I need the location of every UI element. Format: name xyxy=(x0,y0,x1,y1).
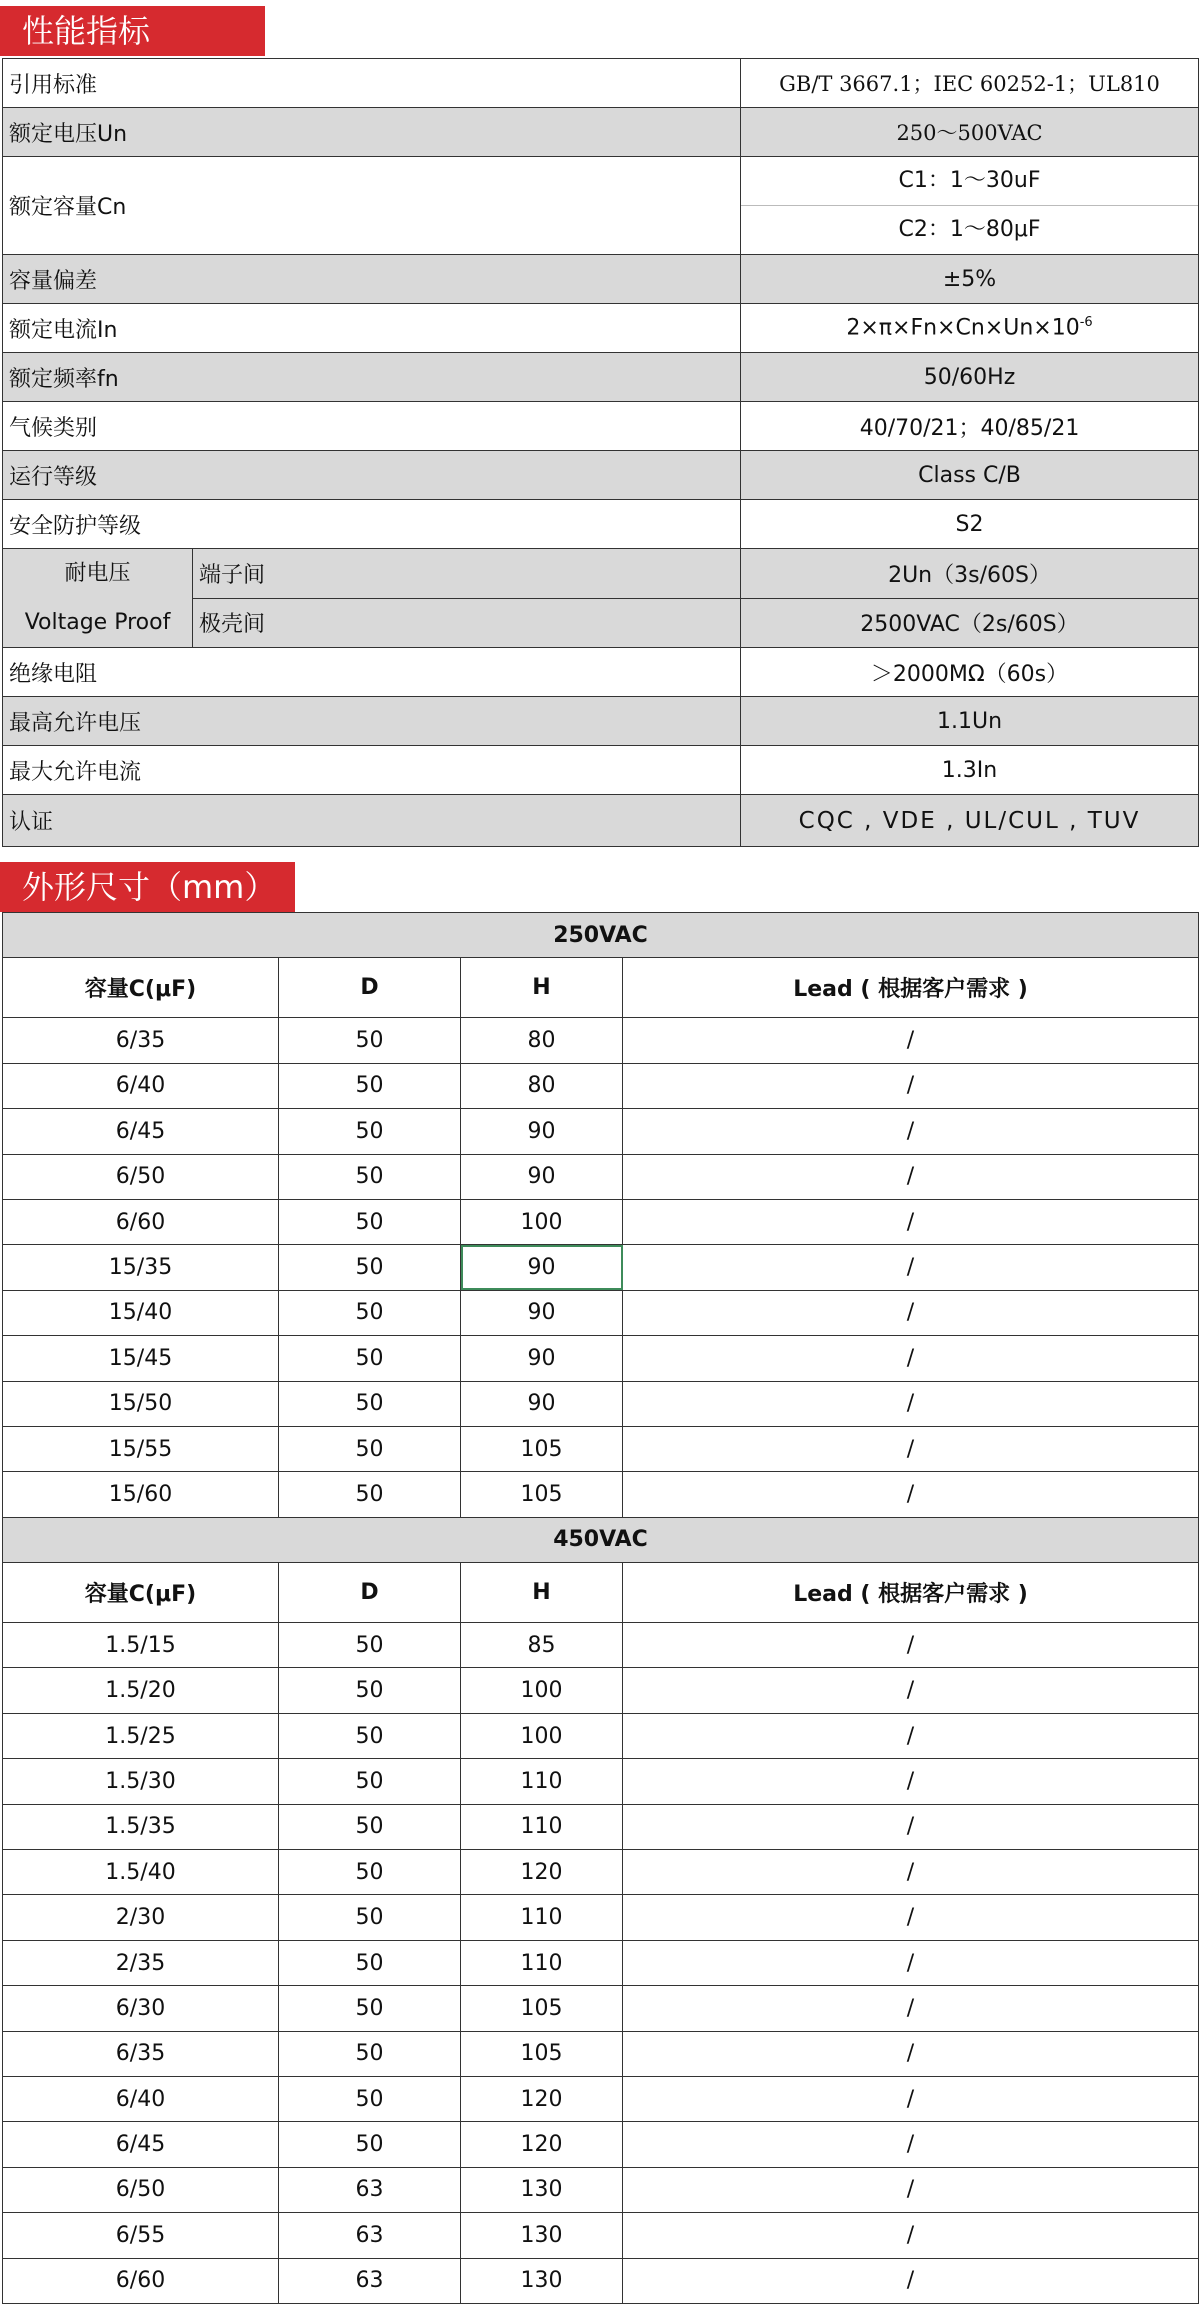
lead-cell[interactable]: / xyxy=(623,1940,1199,1985)
lead-cell[interactable]: / xyxy=(623,2031,1199,2076)
height-cell[interactable]: 120 xyxy=(461,1850,623,1895)
diameter-cell[interactable]: 50 xyxy=(279,2076,461,2121)
spec-label: 额定电压Un xyxy=(3,108,741,157)
spec-value xyxy=(741,304,1199,353)
spec-value: Class C/B xyxy=(741,451,1199,500)
spec-row-class xyxy=(3,451,1199,500)
spec-row-rated-voltage xyxy=(3,108,1199,157)
lead-cell[interactable]: / xyxy=(623,1623,1199,1668)
current-exponent: -6 xyxy=(1079,315,1093,331)
height-cell[interactable]: 80 xyxy=(461,1063,623,1108)
table-row xyxy=(3,2167,1199,2212)
lead-cell[interactable]: / xyxy=(623,1713,1199,1758)
height-cell[interactable]: 130 xyxy=(461,2213,623,2258)
capacitance-header: 容量C(μF) xyxy=(3,958,279,1018)
spec-row-voltage-proof-terminals xyxy=(3,549,1199,599)
spec-value: 250～500VAC xyxy=(741,108,1199,157)
spec-value: 2500VAC（2s/60S） xyxy=(741,598,1199,648)
diameter-cell[interactable]: 50 xyxy=(279,1109,461,1154)
table-row xyxy=(3,1850,1199,1895)
capacitance-cell[interactable]: 15/45 xyxy=(3,1336,279,1381)
table-row xyxy=(3,2031,1199,2076)
height-cell[interactable]: 90 xyxy=(461,1154,623,1199)
table-row xyxy=(3,2122,1199,2167)
diameter-cell[interactable]: 50 xyxy=(279,1668,461,1713)
spec-row-frequency xyxy=(3,353,1199,402)
spec-value: 2Un（3s/60S） xyxy=(741,549,1199,599)
capacitance-cell[interactable]: 6/35 xyxy=(3,2031,279,2076)
table-row xyxy=(3,1154,1199,1199)
spec-sublabel: 端子间 xyxy=(193,549,741,599)
height-cell[interactable]: 110 xyxy=(461,1759,623,1804)
spec-row-rated-capacitance xyxy=(3,157,1199,255)
voltage-section-row xyxy=(3,1517,1199,1562)
capacitance-cell[interactable]: 1.5/25 xyxy=(3,1713,279,1758)
spec-label: 最高允许电压 xyxy=(3,697,741,746)
voltage-proof-en: Voltage Proof xyxy=(24,610,171,635)
table-row xyxy=(3,1895,1199,1940)
diameter-cell[interactable]: 63 xyxy=(279,2213,461,2258)
height-header: H xyxy=(461,1563,623,1623)
height-cell[interactable]: 100 xyxy=(461,1713,623,1758)
lead-cell[interactable]: / xyxy=(623,1426,1199,1471)
lead-cell[interactable]: / xyxy=(623,1759,1199,1804)
lead-cell[interactable]: / xyxy=(623,2258,1199,2303)
spec-row-insulation xyxy=(3,648,1199,697)
capacitance-cell[interactable]: 6/55 xyxy=(3,2213,279,2258)
spec-label: 容量偏差 xyxy=(3,255,741,304)
lead-cell[interactable]: / xyxy=(623,1804,1199,1849)
spec-row-standard xyxy=(3,59,1199,108)
table-row xyxy=(3,1426,1199,1471)
capacitance-cell[interactable]: 1.5/15 xyxy=(3,1623,279,1668)
spec-value: ＞2000MΩ（60s） xyxy=(741,648,1199,697)
lead-cell[interactable]: / xyxy=(623,1063,1199,1108)
table-row xyxy=(3,1336,1199,1381)
diameter-cell[interactable]: 50 xyxy=(279,1895,461,1940)
lead-header: Lead ( 根据客户需求 ) xyxy=(623,1563,1199,1623)
capacitance-cell[interactable]: 6/60 xyxy=(3,1199,279,1244)
diameter-header: D xyxy=(279,1563,461,1623)
height-cell[interactable]: 105 xyxy=(461,1472,623,1517)
height-cell[interactable]: 90 xyxy=(461,1245,623,1290)
height-cell[interactable]: 130 xyxy=(461,2167,623,2212)
lead-cell[interactable]: / xyxy=(623,1154,1199,1199)
table-row xyxy=(3,1713,1199,1758)
spec-label: 气候类别 xyxy=(3,402,741,451)
diameter-cell[interactable]: 50 xyxy=(279,1063,461,1108)
lead-cell[interactable]: / xyxy=(623,1290,1199,1335)
diameter-cell[interactable]: 50 xyxy=(279,1472,461,1517)
diameter-cell[interactable]: 50 xyxy=(279,1623,461,1668)
column-header-row xyxy=(3,958,1199,1018)
current-formula: 2×π×Fn×Cn×Un×10 xyxy=(846,315,1080,341)
spec-value: CQC , VDE , UL/CUL , TUV xyxy=(741,795,1199,847)
diameter-cell[interactable]: 50 xyxy=(279,1940,461,1985)
capacitance-cell[interactable]: 15/50 xyxy=(3,1381,279,1426)
spec-label: 认证 xyxy=(3,795,741,847)
spec-label: 安全防护等级 xyxy=(3,500,741,549)
diameter-cell[interactable]: 50 xyxy=(279,1426,461,1471)
table-row xyxy=(3,1804,1199,1849)
spec-row-max-voltage xyxy=(3,697,1199,746)
height-cell[interactable]: 100 xyxy=(461,1199,623,1244)
diameter-cell[interactable]: 50 xyxy=(279,2031,461,2076)
spec-value xyxy=(741,157,1199,255)
diameter-cell[interactable]: 63 xyxy=(279,2258,461,2303)
capacitance-cell[interactable]: 1.5/20 xyxy=(3,1668,279,1713)
capacitance-cell[interactable]: 1.5/35 xyxy=(3,1804,279,1849)
spec-value: ±5% xyxy=(741,255,1199,304)
spec-label: 绝缘电阻 xyxy=(3,648,741,697)
spec-value: 1.3In xyxy=(741,746,1199,795)
height-cell[interactable]: 105 xyxy=(461,2031,623,2076)
spec-row-tolerance xyxy=(3,255,1199,304)
table-row xyxy=(3,2213,1199,2258)
spec-row-certification xyxy=(3,795,1199,847)
table-row xyxy=(3,1381,1199,1426)
lead-cell[interactable]: / xyxy=(623,1109,1199,1154)
diameter-cell[interactable]: 50 xyxy=(279,1713,461,1758)
spec-label: 额定电流In xyxy=(3,304,741,353)
height-cell[interactable]: 110 xyxy=(461,1804,623,1849)
voltage-section-title: 250VAC xyxy=(3,913,1199,958)
diameter-cell[interactable]: 50 xyxy=(279,1986,461,2031)
lead-cell[interactable]: / xyxy=(623,1245,1199,1290)
height-cell[interactable]: 105 xyxy=(461,1426,623,1471)
capacitance-cell[interactable]: 15/35 xyxy=(3,1245,279,1290)
spec-row-max-current xyxy=(3,746,1199,795)
lead-cell[interactable]: / xyxy=(623,2122,1199,2167)
height-cell[interactable]: 110 xyxy=(461,1895,623,1940)
capacitance-c2: C2：1～80μF xyxy=(898,217,1041,242)
capacitance-cell[interactable]: 15/60 xyxy=(3,1472,279,1517)
table-row xyxy=(3,1986,1199,2031)
table-row xyxy=(3,1472,1199,1517)
height-cell[interactable]: 90 xyxy=(461,1109,623,1154)
diameter-cell[interactable]: 50 xyxy=(279,1759,461,1804)
capacitance-header: 容量C(μF) xyxy=(3,1563,279,1623)
capacitance-cell[interactable]: 6/40 xyxy=(3,1063,279,1108)
height-cell[interactable]: 90 xyxy=(461,1381,623,1426)
column-header-row xyxy=(3,1563,1199,1623)
height-cell[interactable]: 130 xyxy=(461,2258,623,2303)
performance-section-title: 性能指标 xyxy=(0,6,265,56)
lead-header: Lead ( 根据客户需求 ) xyxy=(623,958,1199,1018)
height-cell[interactable]: 110 xyxy=(461,1940,623,1985)
table-row xyxy=(3,1759,1199,1804)
voltage-proof-label xyxy=(3,549,193,648)
height-header: H xyxy=(461,958,623,1018)
table-row xyxy=(3,2076,1199,2121)
lead-cell[interactable]: / xyxy=(623,2213,1199,2258)
capacitance-cell[interactable]: 6/40 xyxy=(3,2076,279,2121)
table-row xyxy=(3,1940,1199,1985)
lead-cell[interactable]: / xyxy=(623,1895,1199,1940)
table-row xyxy=(3,1245,1199,1290)
spec-label: 额定频率fn xyxy=(3,353,741,402)
voltage-section-title: 450VAC xyxy=(3,1517,1199,1562)
diameter-cell[interactable]: 50 xyxy=(279,1199,461,1244)
lead-cell[interactable]: / xyxy=(623,1336,1199,1381)
diameter-cell[interactable]: 50 xyxy=(279,2122,461,2167)
spec-label: 引用标准 xyxy=(3,59,741,108)
spec-row-rated-current xyxy=(3,304,1199,353)
lead-cell[interactable]: / xyxy=(623,2167,1199,2212)
diameter-cell[interactable]: 50 xyxy=(279,1804,461,1849)
diameter-cell[interactable]: 50 xyxy=(279,1018,461,1063)
capacitance-cell[interactable]: 6/35 xyxy=(3,1018,279,1063)
height-cell[interactable]: 80 xyxy=(461,1018,623,1063)
table-row xyxy=(3,1199,1199,1244)
lead-cell[interactable]: / xyxy=(623,1850,1199,1895)
height-cell[interactable]: 90 xyxy=(461,1290,623,1335)
capacitance-cell[interactable]: 6/45 xyxy=(3,1109,279,1154)
spec-label: 运行等级 xyxy=(3,451,741,500)
spec-value: 50/60Hz xyxy=(741,353,1199,402)
diameter-header: D xyxy=(279,958,461,1018)
table-row xyxy=(3,1290,1199,1335)
spec-value: 40/70/21；40/85/21 xyxy=(741,402,1199,451)
spec-sublabel: 极壳间 xyxy=(193,598,741,648)
lead-cell[interactable]: / xyxy=(623,1472,1199,1517)
table-row xyxy=(3,1109,1199,1154)
capacitance-cell[interactable]: 1.5/30 xyxy=(3,1759,279,1804)
spec-value: GB/T 3667.1；IEC 60252-1；UL810 xyxy=(741,59,1199,108)
spec-label: 额定容量Cn xyxy=(3,157,741,255)
capacitance-cell[interactable]: 1.5/40 xyxy=(3,1850,279,1895)
height-cell[interactable]: 100 xyxy=(461,1668,623,1713)
lead-cell[interactable]: / xyxy=(623,1381,1199,1426)
spec-value: S2 xyxy=(741,500,1199,549)
table-row xyxy=(3,1018,1199,1063)
dimensions-table xyxy=(2,912,1199,2304)
diameter-cell[interactable]: 50 xyxy=(279,1336,461,1381)
lead-cell[interactable]: / xyxy=(623,1018,1199,1063)
voltage-proof-cn: 耐电压 xyxy=(64,561,131,586)
table-row xyxy=(3,2258,1199,2303)
lead-cell[interactable]: / xyxy=(623,1986,1199,2031)
diameter-cell[interactable]: 50 xyxy=(279,1381,461,1426)
capacitance-cell[interactable]: 6/45 xyxy=(3,2122,279,2167)
height-cell[interactable]: 120 xyxy=(461,2122,623,2167)
table-row xyxy=(3,1063,1199,1108)
capacitance-cell[interactable]: 15/55 xyxy=(3,1426,279,1471)
capacitance-cell[interactable]: 6/50 xyxy=(3,1154,279,1199)
diameter-cell[interactable]: 50 xyxy=(279,1154,461,1199)
height-cell[interactable]: 105 xyxy=(461,1986,623,2031)
table-row xyxy=(3,1668,1199,1713)
capacitance-cell[interactable]: 2/35 xyxy=(3,1940,279,1985)
voltage-section-row xyxy=(3,913,1199,958)
capacitance-cell[interactable]: 6/60 xyxy=(3,2258,279,2303)
diameter-cell[interactable]: 50 xyxy=(279,1245,461,1290)
table-row xyxy=(3,1623,1199,1668)
spec-value: 1.1Un xyxy=(741,697,1199,746)
spec-row-climate xyxy=(3,402,1199,451)
height-cell[interactable]: 120 xyxy=(461,2076,623,2121)
dimensions-section-title: 外形尺寸（mm） xyxy=(0,862,295,912)
spec-label: 最大允许电流 xyxy=(3,746,741,795)
diameter-cell[interactable]: 50 xyxy=(279,1290,461,1335)
capacitance-cell[interactable]: 6/50 xyxy=(3,2167,279,2212)
height-cell[interactable]: 85 xyxy=(461,1623,623,1668)
capacitance-c1: C1：1～30uF xyxy=(741,157,1198,206)
capacitance-cell[interactable]: 15/40 xyxy=(3,1290,279,1335)
lead-cell[interactable]: / xyxy=(623,1668,1199,1713)
capacitance-cell[interactable]: 6/30 xyxy=(3,1986,279,2031)
performance-spec-table xyxy=(2,58,1199,847)
lead-cell[interactable]: / xyxy=(623,1199,1199,1244)
diameter-cell[interactable]: 63 xyxy=(279,2167,461,2212)
lead-cell[interactable]: / xyxy=(623,2076,1199,2121)
height-cell[interactable]: 90 xyxy=(461,1336,623,1381)
capacitance-cell[interactable]: 2/30 xyxy=(3,1895,279,1940)
diameter-cell[interactable]: 50 xyxy=(279,1850,461,1895)
spec-row-safety xyxy=(3,500,1199,549)
